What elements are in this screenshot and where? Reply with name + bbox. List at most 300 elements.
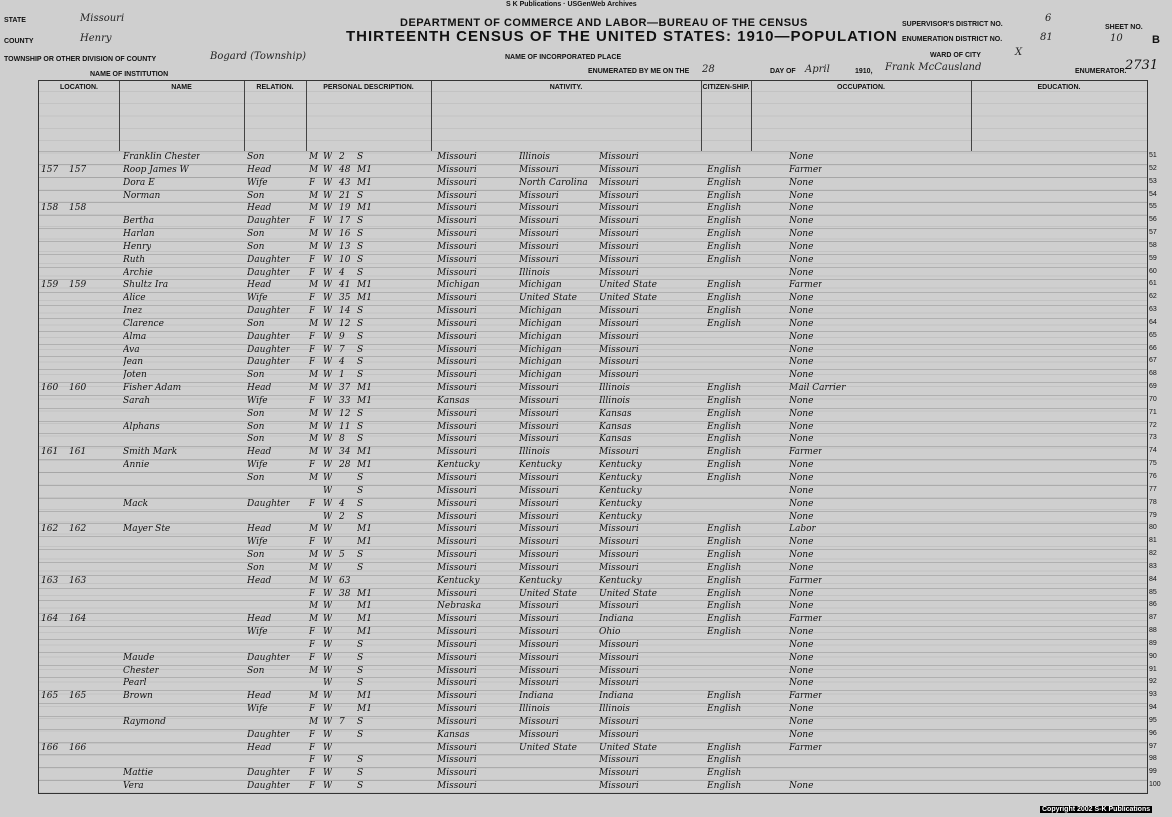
birthplace-cell: Missouri bbox=[437, 588, 477, 599]
age-cell: 12 bbox=[339, 318, 351, 329]
occupation-cell: None bbox=[789, 537, 814, 548]
language-cell: English bbox=[707, 216, 742, 227]
name-cell: Bertha bbox=[123, 216, 155, 227]
relation-cell: Son bbox=[247, 190, 265, 201]
line-number: 51 bbox=[1149, 152, 1157, 159]
relation-cell: Wife bbox=[247, 395, 268, 406]
relation-cell: Son bbox=[247, 229, 265, 240]
race-cell: W bbox=[323, 267, 333, 278]
name-cell: Brown bbox=[123, 691, 153, 702]
census-rows bbox=[39, 151, 1161, 793]
race-cell: W bbox=[323, 652, 333, 663]
line-number: 93 bbox=[1149, 691, 1157, 699]
language-cell: English bbox=[707, 473, 742, 483]
birthplace-cell: Missouri bbox=[437, 152, 477, 162]
marital-cell: S bbox=[357, 498, 364, 509]
family-cell: 161 bbox=[69, 447, 87, 458]
mother-birthplace-cell: Missouri bbox=[599, 781, 639, 792]
table-row bbox=[39, 600, 1157, 613]
birthplace-cell: Missouri bbox=[437, 550, 477, 561]
line-number: 54 bbox=[1149, 190, 1157, 198]
table-row bbox=[39, 665, 1157, 678]
sex-cell: F bbox=[309, 344, 316, 355]
birthplace-cell: Missouri bbox=[437, 562, 477, 573]
birthplace-cell: Nebraska bbox=[437, 601, 482, 612]
line-number: 77 bbox=[1149, 485, 1157, 493]
table-row bbox=[39, 446, 1157, 459]
table-row bbox=[39, 677, 1157, 690]
relation-cell: Head bbox=[247, 614, 272, 625]
birthplace-cell: Missouri bbox=[437, 267, 477, 278]
occupation-cell: None bbox=[789, 318, 814, 329]
mother-birthplace-cell: Kansas bbox=[599, 434, 632, 445]
relation-cell: Son bbox=[247, 318, 265, 329]
sex-cell: F bbox=[309, 627, 316, 638]
name-cell: Ava bbox=[123, 344, 140, 355]
age-cell: 19 bbox=[339, 203, 351, 214]
name-cell: Henry bbox=[123, 241, 152, 252]
age-cell: 12 bbox=[339, 408, 351, 419]
mother-birthplace-cell: Indiana bbox=[599, 614, 634, 625]
occupation-cell: None bbox=[789, 434, 814, 445]
birthplace-cell: Missouri bbox=[437, 357, 477, 368]
mother-birthplace-cell: Missouri bbox=[599, 562, 639, 573]
marital-cell: S bbox=[357, 318, 364, 329]
marital-cell: S bbox=[357, 485, 364, 496]
race-cell: W bbox=[323, 588, 333, 599]
mother-birthplace-cell: Missouri bbox=[599, 357, 639, 368]
sex-cell: M bbox=[309, 575, 319, 586]
occupation-cell: Farmer bbox=[789, 742, 823, 753]
father-birthplace-cell: Missouri bbox=[519, 511, 559, 522]
mother-birthplace-cell: Missouri bbox=[599, 216, 639, 227]
birthplace-cell: Missouri bbox=[437, 421, 477, 432]
month-value: April bbox=[805, 64, 830, 75]
father-birthplace-cell: Missouri bbox=[519, 229, 559, 240]
relation-cell: Head bbox=[247, 691, 272, 702]
father-birthplace-cell: Michigan bbox=[519, 370, 562, 381]
occupation-cell: None bbox=[789, 601, 814, 612]
sex-cell: M bbox=[309, 383, 319, 394]
father-birthplace-cell: Missouri bbox=[519, 216, 559, 227]
table-row bbox=[39, 703, 1157, 716]
relation-cell: Son bbox=[247, 421, 265, 432]
language-cell: English bbox=[707, 614, 742, 625]
table-row bbox=[39, 279, 1157, 292]
age-cell: 38 bbox=[339, 588, 351, 599]
race-cell: W bbox=[323, 331, 333, 342]
relation-cell: Son bbox=[247, 370, 265, 381]
name-cell: Raymond bbox=[123, 716, 166, 727]
line-number: 59 bbox=[1149, 254, 1157, 262]
race-cell: W bbox=[323, 177, 333, 188]
township-value: Bogard (Township) bbox=[210, 51, 306, 62]
occupation-cell: None bbox=[789, 639, 814, 650]
name-cell: Fisher Adam bbox=[123, 383, 182, 394]
sex-cell: F bbox=[309, 652, 316, 663]
dwelling-cell: 163 bbox=[41, 575, 59, 586]
relation-cell: Daughter bbox=[247, 306, 291, 317]
race-cell: W bbox=[323, 639, 333, 650]
sex-cell: F bbox=[309, 588, 316, 599]
table-row bbox=[39, 575, 1157, 588]
line-number: 76 bbox=[1149, 473, 1157, 480]
marital-cell: M1 bbox=[357, 203, 372, 214]
age-cell: 2 bbox=[339, 511, 345, 522]
relation-cell: Head bbox=[247, 383, 272, 394]
relation-cell: Head bbox=[247, 164, 272, 175]
mother-birthplace-cell: Kentucky bbox=[599, 485, 642, 496]
sex-cell: M bbox=[309, 614, 319, 625]
mother-birthplace-cell: Missouri bbox=[599, 768, 639, 779]
birthplace-cell: Missouri bbox=[437, 704, 477, 715]
sex-cell: F bbox=[309, 357, 316, 368]
occupation-cell: None bbox=[789, 216, 814, 227]
occupation-cell: None bbox=[789, 306, 814, 317]
age-cell: 16 bbox=[339, 229, 351, 240]
birthplace-cell: Missouri bbox=[437, 524, 477, 535]
table-row bbox=[39, 241, 1157, 254]
birthplace-cell: Missouri bbox=[437, 331, 477, 342]
census-table bbox=[38, 80, 1161, 794]
enumerated-label: ENUMERATED BY ME ON THE bbox=[588, 68, 690, 75]
birthplace-cell: Missouri bbox=[437, 691, 477, 702]
name-cell: Pearl bbox=[123, 678, 147, 689]
birthplace-cell: Missouri bbox=[437, 639, 477, 650]
table-row bbox=[39, 742, 1157, 755]
sex-cell: M bbox=[309, 190, 319, 201]
line-number: 71 bbox=[1149, 408, 1157, 416]
line-number: 85 bbox=[1149, 588, 1157, 596]
mother-birthplace-cell: Indiana bbox=[599, 691, 634, 702]
sex-cell: M bbox=[309, 229, 319, 240]
birthplace-cell: Missouri bbox=[437, 498, 477, 509]
marital-cell: S bbox=[357, 473, 364, 483]
occupation-cell: None bbox=[789, 229, 814, 240]
relation-cell: Daughter bbox=[247, 781, 291, 792]
language-cell: English bbox=[707, 755, 742, 766]
race-cell: W bbox=[323, 498, 333, 509]
line-number: 75 bbox=[1149, 460, 1157, 468]
birthplace-cell: Missouri bbox=[437, 614, 477, 625]
occupation-cell: None bbox=[789, 781, 814, 792]
sex-cell: F bbox=[309, 331, 316, 342]
occupation-cell: None bbox=[789, 460, 814, 471]
line-number: 57 bbox=[1149, 229, 1157, 237]
occupation-cell: None bbox=[789, 678, 814, 689]
marital-cell: S bbox=[357, 267, 364, 278]
birthplace-cell: Missouri bbox=[437, 164, 477, 175]
ward-label: WARD OF CITY bbox=[930, 52, 981, 59]
line-number: 99 bbox=[1149, 768, 1157, 776]
relation-cell: Son bbox=[247, 434, 265, 445]
occupation-cell: None bbox=[789, 395, 814, 406]
mother-birthplace-cell: Ohio bbox=[599, 627, 621, 638]
father-birthplace-cell: Missouri bbox=[519, 627, 559, 638]
name-cell: Harlan bbox=[123, 229, 155, 240]
age-cell: 4 bbox=[339, 267, 345, 278]
sex-cell: M bbox=[309, 318, 319, 329]
table-row bbox=[39, 151, 1157, 164]
mother-birthplace-cell: Kentucky bbox=[599, 575, 642, 586]
father-birthplace-cell: Missouri bbox=[519, 408, 559, 419]
birthplace-cell: Missouri bbox=[437, 511, 477, 522]
father-birthplace-cell: Missouri bbox=[519, 241, 559, 252]
supervisor-label: SUPERVISOR'S DISTRICT NO. bbox=[902, 21, 1003, 28]
father-birthplace-cell: Kentucky bbox=[519, 575, 562, 586]
mother-birthplace-cell: Missouri bbox=[599, 665, 639, 676]
occupation-cell: None bbox=[789, 652, 814, 663]
name-cell: Archie bbox=[123, 267, 153, 278]
birthplace-cell: Kansas bbox=[437, 395, 470, 406]
marital-cell: M1 bbox=[357, 293, 372, 304]
marital-cell: S bbox=[357, 511, 364, 522]
race-cell: W bbox=[323, 164, 333, 175]
age-cell: 33 bbox=[339, 395, 351, 406]
language-cell: English bbox=[707, 434, 742, 445]
mother-birthplace-cell: Missouri bbox=[599, 550, 639, 561]
line-number: 78 bbox=[1149, 498, 1157, 506]
language-cell: English bbox=[707, 280, 742, 291]
birthplace-cell: Missouri bbox=[437, 370, 477, 381]
relation-cell: Daughter bbox=[247, 254, 291, 265]
language-cell: English bbox=[707, 704, 742, 715]
occupation-cell: Farmer bbox=[789, 447, 823, 458]
line-number: 61 bbox=[1149, 280, 1157, 288]
relation-cell: Son bbox=[247, 562, 265, 573]
father-birthplace-cell: Michigan bbox=[519, 344, 562, 355]
mother-birthplace-cell: Missouri bbox=[599, 152, 639, 162]
col-location: LOCATION. bbox=[39, 81, 120, 151]
occupation-cell: None bbox=[789, 254, 814, 265]
language-cell: English bbox=[707, 627, 742, 638]
table-row bbox=[39, 729, 1157, 742]
race-cell: W bbox=[323, 229, 333, 240]
mother-birthplace-cell: United State bbox=[599, 742, 657, 753]
mother-birthplace-cell: Missouri bbox=[599, 241, 639, 252]
sex-cell: M bbox=[309, 164, 319, 175]
father-birthplace-cell: Illinois bbox=[519, 152, 550, 162]
birthplace-cell: Missouri bbox=[437, 190, 477, 201]
birthplace-cell: Missouri bbox=[437, 241, 477, 252]
dwelling-cell: 160 bbox=[41, 383, 59, 394]
sheet-label: SHEET NO. bbox=[1105, 24, 1143, 31]
birthplace-cell: Missouri bbox=[437, 485, 477, 496]
language-cell: English bbox=[707, 293, 742, 304]
marital-cell: S bbox=[357, 768, 364, 779]
age-cell: 28 bbox=[339, 460, 351, 471]
table-row bbox=[39, 228, 1157, 241]
mother-birthplace-cell: Illinois bbox=[599, 395, 630, 406]
table-row bbox=[39, 382, 1157, 395]
age-cell: 11 bbox=[339, 421, 351, 432]
marital-cell: S bbox=[357, 550, 364, 561]
birthplace-cell: Missouri bbox=[437, 768, 477, 779]
occupation-cell: None bbox=[789, 665, 814, 676]
table-row bbox=[39, 215, 1157, 228]
birthplace-cell: Missouri bbox=[437, 216, 477, 227]
name-cell: Sarah bbox=[123, 395, 150, 406]
marital-cell: S bbox=[357, 408, 364, 419]
relation-cell: Son bbox=[247, 152, 265, 162]
relation-cell: Daughter bbox=[247, 331, 291, 342]
line-number: 52 bbox=[1149, 164, 1157, 172]
race-cell: W bbox=[323, 254, 333, 265]
sex-cell: F bbox=[309, 537, 316, 548]
sex-cell: M bbox=[309, 370, 319, 381]
mother-birthplace-cell: Missouri bbox=[599, 267, 639, 278]
table-row bbox=[39, 305, 1157, 318]
mother-birthplace-cell: United State bbox=[599, 588, 657, 599]
race-cell: W bbox=[323, 537, 333, 548]
line-number: 74 bbox=[1149, 447, 1157, 455]
father-birthplace-cell: Missouri bbox=[519, 550, 559, 561]
table-row bbox=[39, 498, 1157, 511]
father-birthplace-cell: Missouri bbox=[519, 665, 559, 676]
sheet-side: B bbox=[1152, 34, 1160, 46]
table-row bbox=[39, 523, 1157, 536]
sex-cell: M bbox=[309, 408, 319, 419]
occupation-cell: None bbox=[789, 190, 814, 201]
birthplace-cell: Missouri bbox=[437, 473, 477, 483]
father-birthplace-cell: Missouri bbox=[519, 434, 559, 445]
race-cell: W bbox=[323, 691, 333, 702]
name-cell: Chester bbox=[123, 665, 159, 676]
mother-birthplace-cell: Missouri bbox=[599, 678, 639, 689]
father-birthplace-cell: Missouri bbox=[519, 601, 559, 612]
sex-cell: F bbox=[309, 460, 316, 471]
language-cell: English bbox=[707, 395, 742, 406]
marital-cell: M1 bbox=[357, 588, 372, 599]
enum-district-label: ENUMERATION DISTRICT NO. bbox=[902, 36, 1003, 43]
sex-cell: M bbox=[309, 473, 319, 483]
race-cell: W bbox=[323, 716, 333, 727]
language-cell: English bbox=[707, 691, 742, 702]
name-cell: Norman bbox=[123, 190, 161, 201]
family-cell: 157 bbox=[69, 164, 87, 175]
birthplace-cell: Kentucky bbox=[437, 575, 480, 586]
father-birthplace-cell: Missouri bbox=[519, 729, 559, 740]
incorporated-label: NAME OF INCORPORATED PLACE bbox=[505, 54, 622, 61]
dwelling-cell: 162 bbox=[41, 524, 59, 535]
race-cell: W bbox=[323, 344, 333, 355]
race-cell: W bbox=[323, 395, 333, 406]
line-number: 96 bbox=[1149, 729, 1157, 737]
dwelling-cell: 161 bbox=[41, 447, 59, 458]
sex-cell: M bbox=[309, 241, 319, 252]
father-birthplace-cell: Kentucky bbox=[519, 460, 562, 471]
mother-birthplace-cell: Missouri bbox=[599, 164, 639, 175]
family-cell: 160 bbox=[69, 383, 87, 394]
relation-cell: Wife bbox=[247, 627, 268, 638]
relation-cell: Head bbox=[247, 742, 272, 753]
day-value: 28 bbox=[702, 64, 715, 75]
mother-birthplace-cell: Missouri bbox=[599, 190, 639, 201]
father-birthplace-cell: United State bbox=[519, 588, 577, 599]
mother-birthplace-cell: Missouri bbox=[599, 229, 639, 240]
race-cell: W bbox=[323, 473, 333, 483]
race-cell: W bbox=[323, 447, 333, 458]
age-cell: 35 bbox=[339, 293, 351, 304]
marital-cell: M1 bbox=[357, 524, 372, 535]
age-cell: 13 bbox=[339, 241, 351, 252]
name-cell: Mattie bbox=[123, 768, 154, 779]
mother-birthplace-cell: Missouri bbox=[599, 652, 639, 663]
table-row bbox=[39, 202, 1157, 215]
stamp-number: 2731 bbox=[1125, 58, 1159, 73]
table-row bbox=[39, 331, 1157, 344]
line-number: 70 bbox=[1149, 395, 1157, 403]
family-cell: 165 bbox=[69, 691, 87, 702]
marital-cell: S bbox=[357, 434, 364, 445]
sex-cell: M bbox=[309, 447, 319, 458]
language-cell: English bbox=[707, 550, 742, 561]
marital-cell: M1 bbox=[357, 460, 372, 471]
table-row bbox=[39, 536, 1157, 549]
language-cell: English bbox=[707, 460, 742, 471]
occupation-cell: Farmer bbox=[789, 614, 823, 625]
father-birthplace-cell: Missouri bbox=[519, 537, 559, 548]
line-number: 83 bbox=[1149, 562, 1157, 570]
birthplace-cell: Missouri bbox=[437, 781, 477, 792]
age-cell: 7 bbox=[339, 716, 345, 727]
birthplace-cell: Missouri bbox=[437, 408, 477, 419]
relation-cell: Son bbox=[247, 665, 265, 676]
race-cell: W bbox=[323, 485, 333, 496]
father-birthplace-cell: Missouri bbox=[519, 485, 559, 496]
father-birthplace-cell: United State bbox=[519, 293, 577, 304]
ward-value: X bbox=[1015, 47, 1023, 58]
col-citizenship: CITIZEN-SHIP. bbox=[701, 81, 752, 151]
mother-birthplace-cell: Kentucky bbox=[599, 498, 642, 509]
enumerator-value: Frank McCausland bbox=[885, 62, 982, 73]
race-cell: W bbox=[323, 434, 333, 445]
marital-cell: S bbox=[357, 216, 364, 227]
table-row bbox=[39, 485, 1157, 498]
table-row bbox=[39, 395, 1157, 408]
table-row bbox=[39, 639, 1157, 652]
relation-cell: Head bbox=[247, 280, 272, 291]
age-cell: 48 bbox=[339, 164, 351, 175]
table-row bbox=[39, 254, 1157, 267]
name-cell: Maude bbox=[123, 652, 155, 663]
race-cell: W bbox=[323, 203, 333, 214]
age-cell: 2 bbox=[339, 152, 345, 162]
birthplace-cell: Missouri bbox=[437, 447, 477, 458]
table-row bbox=[39, 716, 1157, 729]
line-number: 64 bbox=[1149, 318, 1157, 326]
race-cell: W bbox=[323, 562, 333, 573]
father-birthplace-cell: Michigan bbox=[519, 318, 562, 329]
col-personal: PERSONAL DESCRIPTION. bbox=[306, 81, 432, 151]
line-number: 58 bbox=[1149, 241, 1157, 249]
relation-cell: Daughter bbox=[247, 216, 291, 227]
occupation-cell: None bbox=[789, 729, 814, 740]
father-birthplace-cell: Missouri bbox=[519, 254, 559, 265]
race-cell: W bbox=[323, 421, 333, 432]
marital-cell: S bbox=[357, 781, 364, 792]
table-row bbox=[39, 318, 1157, 331]
table-row bbox=[39, 472, 1157, 485]
language-cell: English bbox=[707, 408, 742, 419]
department-heading: DEPARTMENT OF COMMERCE AND LABOR—BUREAU OF THE CENSUS bbox=[400, 17, 808, 29]
race-cell: W bbox=[323, 781, 333, 792]
language-cell: English bbox=[707, 241, 742, 252]
line-number: 66 bbox=[1149, 344, 1157, 352]
language-cell: English bbox=[707, 229, 742, 240]
relation-cell: Daughter bbox=[247, 768, 291, 779]
sex-cell: M bbox=[309, 550, 319, 561]
